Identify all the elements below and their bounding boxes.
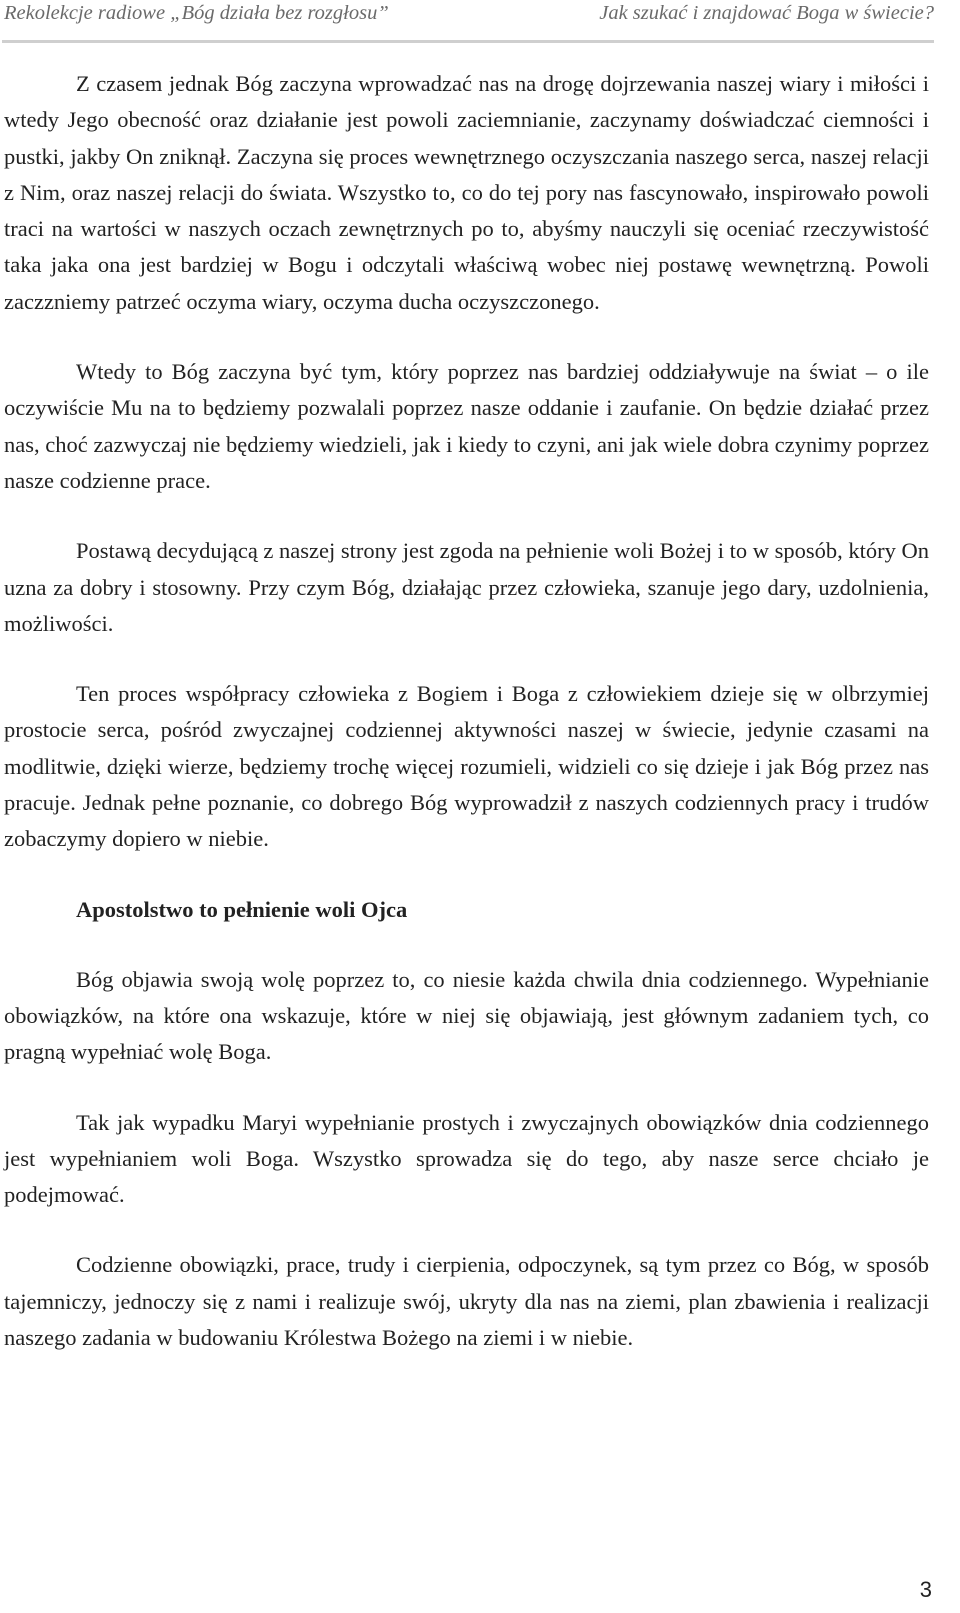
page-body — [4, 66, 929, 1390]
paragraph-7: Codzienne obowiązki, prace, trudy i cierpienia, odpoczynek, są tym przez co Bóg, w sposób tajemniczy, jednoczy się z nami i realizuje swój, ukryty dla nas na ziemi, plan zbawienia i realizacji naszego zadania w budowaniu Królestwa Bożego na ziemi i w niebie. — [4, 1252, 929, 1351]
paragraph-5: Bóg objawia swoją wolę poprzez to, co niesie każda chwila dnia codziennego. Wypełnianie obowiązków, na które ona wskazuje, które w niej się objawiają, jest głównym zadaniem tych, co pragną wypełniać wolę Boga. — [4, 966, 929, 1065]
paragraph-3: Postawą decydującą z naszej strony jest zgoda na pełnienie woli Bożej i to w sposób, który On uzna za dobry i stosowny. Przy czym Bóg, działając przez człowieka, szanuje jego dary, uzdolnienia, możliwości. — [4, 538, 929, 636]
header-rule — [2, 40, 934, 43]
section-heading: Apostolstwo to pełnienie woli Ojca — [76, 896, 408, 922]
header-chapter: Jak szukać i znajdować Boga w świecie? — [599, 2, 934, 24]
page-number: 3 — [919, 1577, 932, 1602]
paragraph-4: Ten proces współpracy człowieka z Bogiem i Boga z człowiekiem dzieje się w olbrzymiej prostocie serca, pośród zwyczajnej codziennej aktywności naszej w świecie, jedynie czasami na modlitwie, dzięki wierze, będziemy trochę więcej rozumieli, widzieli co się dzieje i jak Bóg przez nas pracuje. Jednak pełne poznanie, co dobrego Bóg wyprowadził z naszych codziennych pracy i trudów zobaczymy dopiero w niebie. — [4, 681, 929, 852]
running-header — [4, 0, 934, 34]
paragraph-6: Tak jak wypadku Maryi wypełnianie prostych i zwyczajnych obowiązków dnia codziennego jest wypełnianiem woli Boga. Wszystko sprowadza się do tego, aby nasze serce chciało je podejmować. — [4, 1109, 929, 1208]
paragraph-1: Z czasem jednak Bóg zaczyna wprowadzać nas na drogę dojrzewania naszej wiary i miłości i wtedy Jego obecność oraz działanie jest powoli zaciemnianie, zaczynamy doświadczać ciemności i pustki, jakby On zniknął. Zaczyna się proces wewnętrznego oczyszczania naszego serca, naszej relacji z Nim, oraz naszej relacji do świata. Wszystko to, co do tej pory nas fascynowało, inspirowało powoli traci na wartości w naszych oczach zewnętrznych po to, abyśmy nauczyli się oceniać rzeczywistość taka jaka ona jest bardziej w Bogu i odczytali właściwą wobec niej postawę wewnętrzną. Powoli zaczzniemy patrzeć oczyma wiary, oczyma ducha oczyszczonego. — [4, 71, 929, 314]
paragraph-2: Wtedy to Bóg zaczyna być tym, który poprzez nas bardziej oddziaływuje na świat – o ile oczywiście Mu na to będziemy pozwalali poprzez nasze oddanie i zaufanie. On będzie działać przez nas, choć zazwyczaj nie będziemy wiedzieli, jak i kiedy to czyni, ani jak wiele dobra czynimy poprzez nasze codzienne prace. — [4, 359, 929, 493]
header-title: Rekolekcje radiowe „Bóg działa bez rozgłosu” — [4, 2, 389, 24]
